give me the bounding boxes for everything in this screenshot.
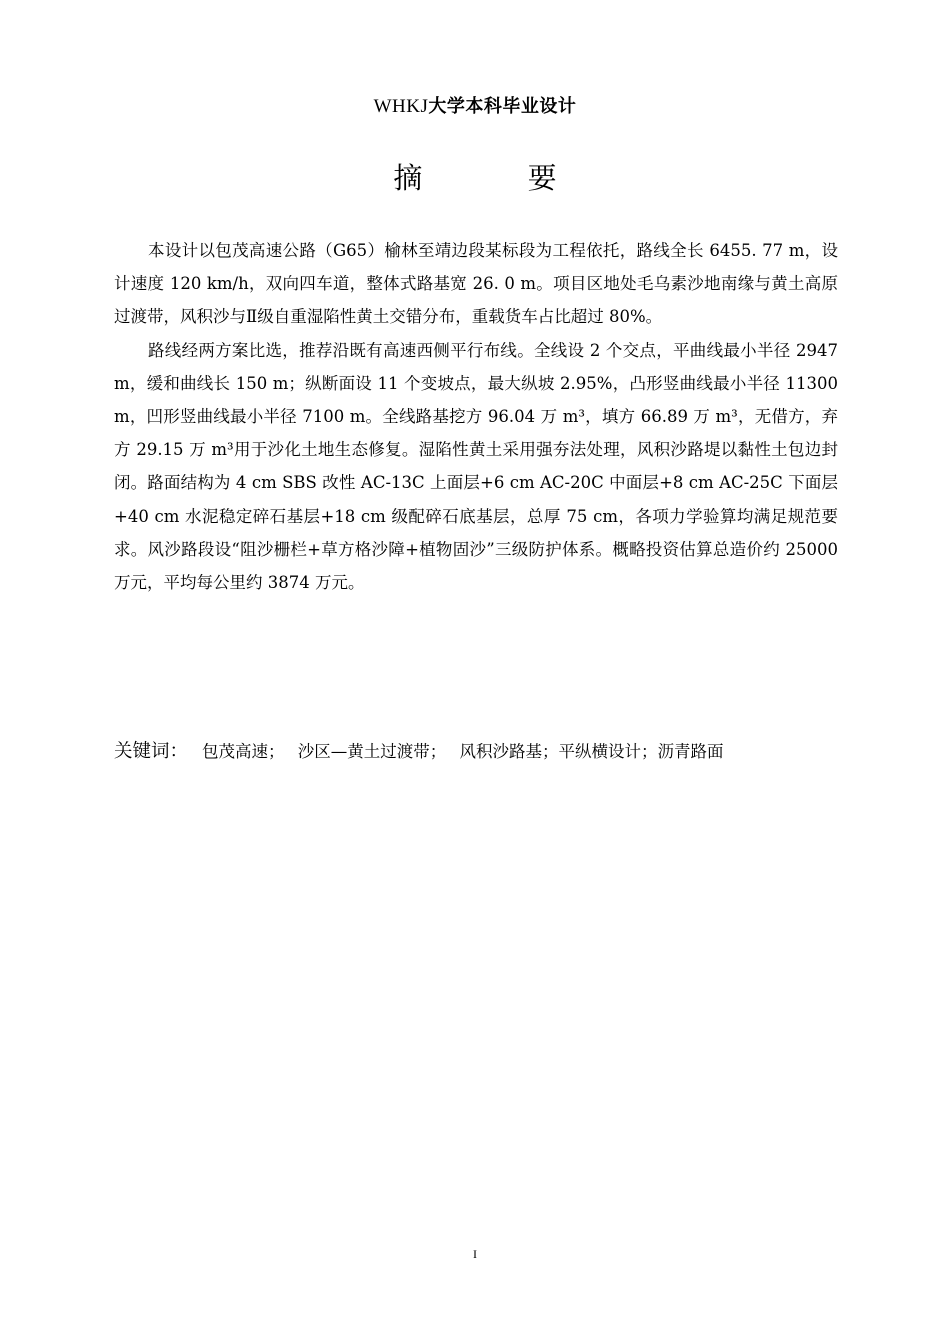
keywords-values: 包茂高速； 沙区—黄土过渡带； 风积沙路基；平纵横设计；沥青路面: [202, 742, 724, 761]
running-header: [0, 95, 950, 119]
abstract-body: [114, 234, 838, 599]
page-number: I: [473, 1247, 477, 1261]
keywords-line: [114, 736, 874, 768]
header-school: WHKJ: [373, 96, 429, 117]
abstract-paragraph-2: 路线经两方案比选，推荐沿既有高速西侧平行布线。全线设 2 个交点，平曲线最小半径 2947 m，缓和曲线长 150 m；纵断面设 11 个变坡点，最大纵坡 2.95%，凸形竖曲线最小半径 11300 m，凹形竖曲线最小半径 7100 m。全线路基挖方 96.04 万 m³，填方 66.89 万 m³，无借方，弃方 29.15 万 m³用于沙化土地生态修复。湿陷性黄土采用强夯法处理，风积沙路堤以黏性土包边封闭。路面结构为 4 cm SBS 改性 AC-13C 上面层+6 cm AC-20C 中面层+8 cm AC-25C 下面层+40 cm 水泥稳定碎石基层+18 cm 级配碎石底基层，总厚 75 cm，各项力学验算均满足规范要求。风沙路段设“阻沙栅栏+草方格沙障+植物固沙”三级防护体系。概略投资估算总造价约 25000 万元，平均每公里约 3874 万元。: [114, 340, 838, 593]
abstract-title: 摘 要: [393, 161, 605, 195]
abstract-paragraph-1: 本设计以包茂高速公路（G65）榆林至靖边段某标段为工程依托，路线全长 6455. 77 m，设计速度 120 km/h，双向四车道，整体式路基宽 26. 0 m。项目区地处毛乌素沙地南缘与黄土高原过渡带，风积沙与Ⅱ级自重湿陷性黄土交错分布，重载货车占比超过 80%。: [114, 241, 838, 327]
header-text: 大学本科毕业设计: [428, 96, 577, 117]
keywords-label: 关键词：: [114, 741, 189, 762]
